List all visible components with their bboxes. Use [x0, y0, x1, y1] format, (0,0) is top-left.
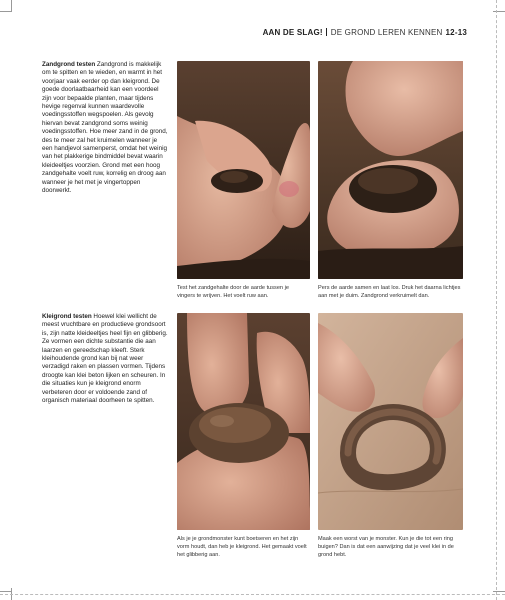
- header-chapter: DE GROND LEREN KENNEN: [330, 28, 443, 37]
- sandy-soil-heading: Zandgrond testen: [42, 61, 96, 68]
- photo-clay-ring: [318, 313, 463, 530]
- clay-soil-body: Hoewel klei wellicht de meest vruchtbare en productieve grondsoort is, zijn natte kleideeltjes heel fijn en glibberig. Ze vormen een dichte substantie die aan laarzen en gereedschap kleeft. Sterk kleihoudende grond kan bij nat weer verzadigd raken en plassen vormen. Tijdens droogte kan klei beton lijken en scheuren. In die situaties kun je kleigrond enorm verbeteren door er voldoende zand of organisch materiaal doorheen te spitten.: [42, 313, 168, 405]
- sandy-soil-body: Zandgrond is makkelijk om te spitten en te wieden, en warmt in het voorjaar vaak eerder op dan kleigrond. De goede doorlaatbaarheid kan een voordeel zijn voor bepaalde planten, maar tijdens hevige regenval kunnen waardevolle voedingsstoffen wegspoelen. Als gevolg hiervan bevat zandgrond soms weinig voedingsstoffen. Hoe meer zand in de grond, des te meer zal het kruimelen wanneer je een handjevol samenperst, omdat het weinig van het plakkerige bindmiddel bevat waarin kleideeltjes voorzien. Grond met een hoog zandgehalte voelt ruw, korrelig en droog aan wanneer je het met je vingertoppen doorwerkt.: [42, 61, 168, 195]
- caption-photo-squeezing-soil: Pers de aarde samen en laat los. Druk het daarna lichtjes aan met je duim. Zandgrond verkruimelt dan.: [318, 285, 461, 299]
- sandy-soil-text: [42, 61, 168, 196]
- photo-rubbing-soil: [177, 61, 310, 279]
- caption-photo-clay-ring: Maak een worst van je monster. Kun je die tot een ring buigen? Dan is dat een aanwijzing dat je veel klei in de grond hebt.: [318, 536, 454, 558]
- page-edge-bottom: [0, 594, 505, 595]
- page-edge-right: [496, 0, 497, 600]
- caption-photo-kneading-clay: Als je je grondmonster kunt boetseren en het zijn vorm houdt, dan heb je kleigrond. Het gemaakt voelt het glibberig aan.: [177, 536, 307, 558]
- caption-photo-rubbing-soil: Test het zandgehalte door de aarde tussen je vingers te wrijven. Het voelt ruw aan.: [177, 285, 289, 299]
- running-header: [263, 28, 467, 37]
- photo-kneading-clay: [177, 313, 310, 530]
- crop-mark: [493, 11, 505, 12]
- clay-soil-heading: Kleigrond testen: [42, 313, 92, 320]
- header-divider: [326, 28, 327, 36]
- header-page-numbers: 12-13: [445, 28, 467, 37]
- crop-mark: [493, 591, 505, 592]
- clay-soil-text: [42, 313, 168, 405]
- photo-squeezing-soil: [318, 61, 463, 279]
- header-section: AAN DE SLAG!: [262, 28, 323, 37]
- crop-mark: [11, 0, 12, 12]
